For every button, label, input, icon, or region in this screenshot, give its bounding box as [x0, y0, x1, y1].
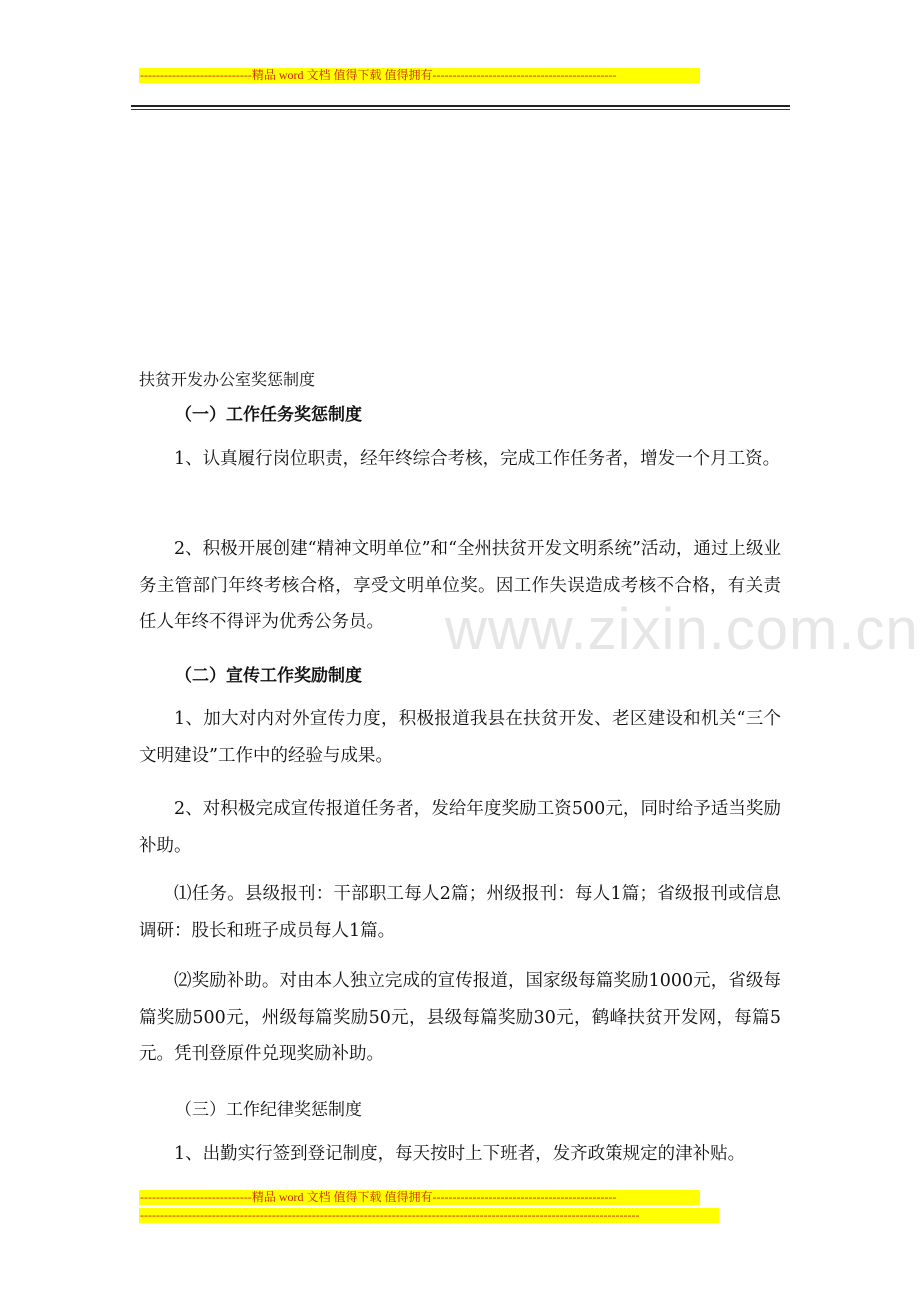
header-rule-thin: [131, 109, 790, 110]
paragraph: 1、出勤实行签到登记制度，每天按时上下班者，发齐政策规定的津补贴。: [174, 1144, 746, 1164]
header-rule-thick: [131, 105, 790, 107]
paragraph: 2、积极开展创建“精神文明单位”和“全州扶贫开发文明系统”活动，通过上级业务主管部门年终考核合格，享受文明单位奖。因工作失误造成考核不合格，有关责任人年终不得评为优秀公务员。: [139, 539, 781, 632]
footer-banner: ----------------------------精品 word 文档 值得下载 值得拥有----------------------------------------------: [139, 1190, 700, 1205]
paragraph: 1、认真履行岗位职责，经年终综合考核，完成工作任务者，增发一个月工资。: [174, 449, 781, 469]
section-heading-1: （一）工作任务奖惩制度: [175, 405, 362, 425]
paragraph: 2、对积极完成宣传报道任务者，发给年度奖励工资500元，同时给予适当奖励补助。: [139, 799, 781, 856]
section-heading-2: （二）宣传工作奖励制度: [175, 666, 362, 686]
header-banner: ----------------------------精品 word 文档 值得下载 值得拥有----------------------------------------------: [139, 68, 700, 83]
paragraph: 1、加大对内对外宣传力度，积极报道我县在扶贫开发、老区建设和机关“三个文明建设”工作中的经验与成果。: [139, 709, 781, 766]
footer-dash-line: -----------------------------------------------------------------------------------------------------------------------------: [139, 1208, 719, 1223]
section-heading-3: （三）工作纪律奖惩制度: [175, 1100, 362, 1120]
watermark: www.zixin.com.cn: [445, 597, 919, 662]
paragraph: ⑵奖励补助。对由本人独立完成的宣传报道，国家级每篇奖励1000元，省级每篇奖励500元，州级每篇奖励50元，县级每篇奖励30元，鹤峰扶贫开发网，每篇5元。凭刊登原件兑现奖励补助。: [139, 971, 781, 1064]
document-title: 扶贫开发办公室奖惩制度: [139, 370, 316, 389]
paragraph: ⑴任务。县级报刊：干部职工每人2篇；州级报刊：每人1篇；省级报刊或信息调研：股长和班子成员每人1篇。: [139, 884, 781, 941]
